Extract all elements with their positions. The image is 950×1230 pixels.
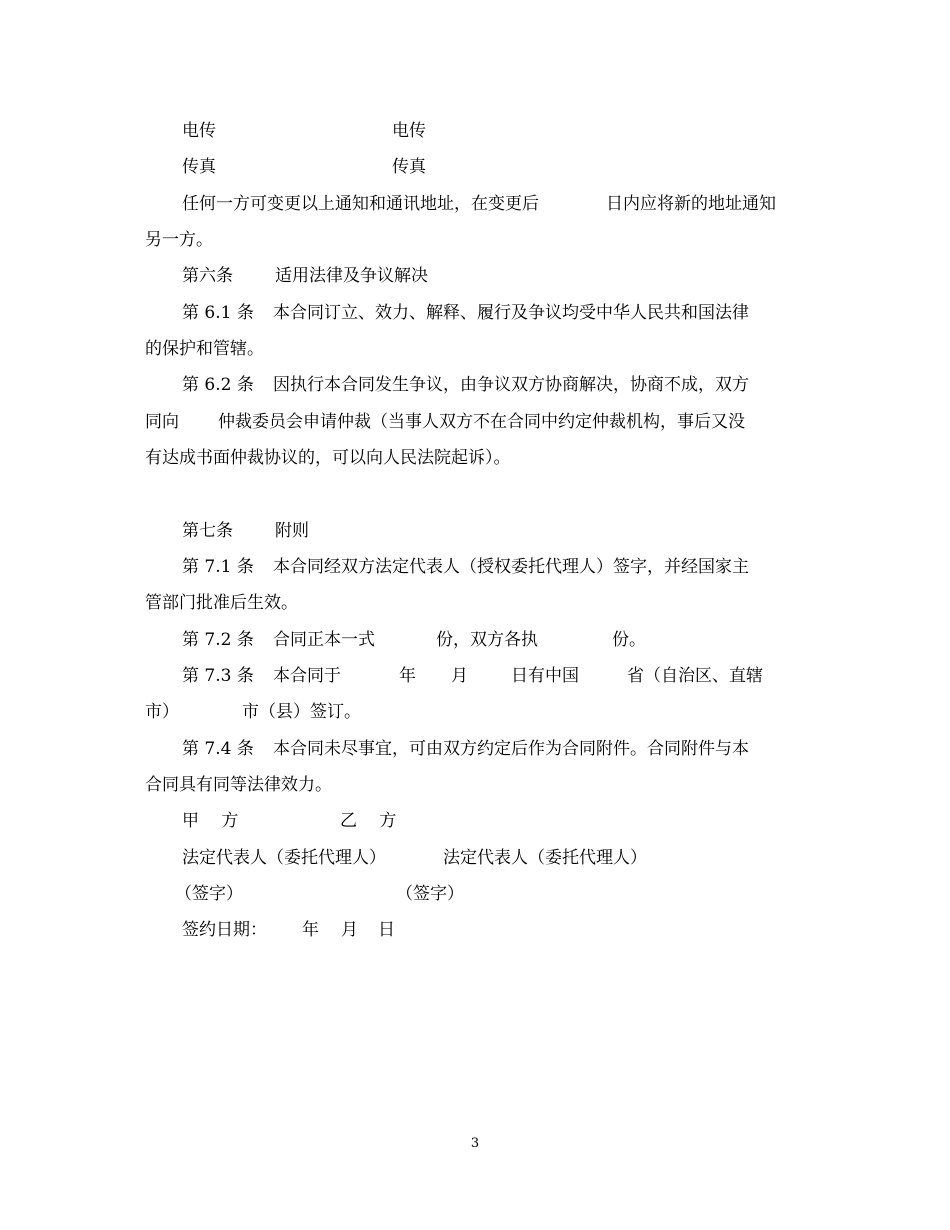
party-b-label: 乙 方 bbox=[340, 811, 397, 831]
party-a-label: 甲 方 bbox=[182, 811, 239, 831]
clause-7-1-text: 本合同经双方法定代表人（授权委托代理人）签字，并经国家主 bbox=[273, 557, 749, 577]
clause-7-2-number: 第 7.2 条 bbox=[182, 630, 254, 650]
clause-6-2-number: 第 6.2 条 bbox=[182, 375, 254, 395]
notice-change-text-cont: 日内应将新的地址通知 bbox=[606, 194, 776, 214]
notice-change-text-end: 另一方。 bbox=[145, 230, 213, 250]
clause-7-4-text: 本合同未尽事宜，可由双方约定后作为合同附件。合同附件与本 bbox=[273, 739, 749, 759]
clause-7-3-city-county: 市（县）签订。 bbox=[242, 702, 361, 722]
notice-change-text: 任何一方可变更以上通知和通讯地址，在变更后 bbox=[182, 194, 539, 214]
clause-7-3-month: 月 bbox=[451, 666, 468, 686]
party-b-signature-label: （签字） bbox=[396, 884, 464, 904]
clause-7-2-text-mid: 份，双方各执 bbox=[436, 630, 538, 650]
clause-7-3-text: 本合同于 bbox=[273, 666, 341, 686]
clause-7-4-text-end: 合同具有同等法律效力。 bbox=[145, 775, 332, 795]
signing-date-day: 日 bbox=[378, 920, 395, 940]
article-6-title: 适用法律及争议解决 bbox=[275, 266, 428, 286]
telex-label-party-b: 电传 bbox=[392, 121, 426, 141]
fax-label-party-a: 传真 bbox=[182, 157, 216, 177]
clause-7-1-text-end: 管部门批准后生效。 bbox=[145, 593, 298, 613]
party-b-representative: 法定代表人（委托代理人） bbox=[443, 848, 647, 868]
clause-7-2-text: 合同正本一式 bbox=[273, 630, 375, 650]
party-a-signature-label: （签字） bbox=[175, 884, 243, 904]
clause-7-3-day-country: 日有中国 bbox=[511, 666, 579, 686]
clause-7-3-number: 第 7.3 条 bbox=[182, 666, 254, 686]
clause-7-1-number: 第 7.1 条 bbox=[182, 557, 254, 577]
clause-7-3-year: 年 bbox=[399, 666, 416, 686]
clause-7-2-text-end: 份。 bbox=[612, 630, 646, 650]
clause-6-1-text-end: 的保护和管辖。 bbox=[145, 339, 264, 359]
fax-label-party-b: 传真 bbox=[392, 157, 426, 177]
clause-6-1-number: 第 6.1 条 bbox=[182, 303, 254, 323]
article-7-title: 附则 bbox=[275, 521, 309, 541]
clause-7-3-province: 省（自治区、直辖 bbox=[627, 666, 763, 686]
signing-date-label: 签约日期： bbox=[182, 920, 267, 940]
party-a-representative: 法定代表人（委托代理人） bbox=[182, 848, 386, 868]
clause-6-2-text-line2-start: 同向 bbox=[145, 412, 179, 432]
clause-6-2-text-end: 有达成书面仲裁协议的，可以向人民法院起诉）。 bbox=[145, 448, 511, 468]
page-number: 3 bbox=[470, 1136, 480, 1151]
clause-7-4-number: 第 7.4 条 bbox=[182, 739, 254, 759]
clause-7-3-municipality: 市） bbox=[145, 702, 179, 722]
clause-6-1-text: 本合同订立、效力、解释、履行及争议均受中华人民共和国法律 bbox=[273, 303, 749, 323]
clause-6-2-text: 因执行本合同发生争议，由争议双方协商解决，协商不成，双方 bbox=[273, 375, 749, 395]
clause-6-2-text-line2: 仲裁委员会申请仲裁（当事人双方不在合同中约定仲裁机构，事后又没 bbox=[218, 412, 745, 432]
article-7-number: 第七条 bbox=[182, 521, 233, 541]
article-6-number: 第六条 bbox=[182, 266, 233, 286]
signing-date-month: 月 bbox=[341, 920, 358, 940]
telex-label-party-a: 电传 bbox=[182, 121, 216, 141]
signing-date-year: 年 bbox=[302, 920, 319, 940]
